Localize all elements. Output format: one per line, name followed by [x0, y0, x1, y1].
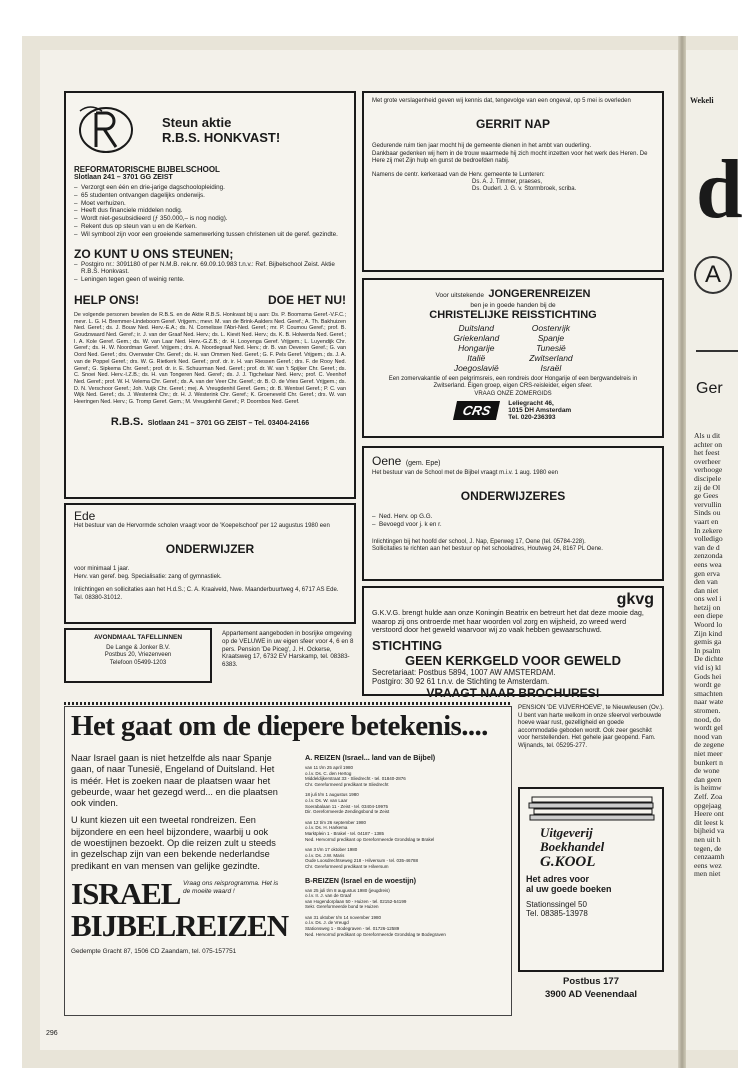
adjacent-text-line: overheer	[694, 456, 721, 466]
page-number: 296	[46, 1030, 58, 1037]
tafel-phone: Telefoon 05499-1203	[109, 659, 167, 666]
rbs-bullet-list	[74, 184, 346, 239]
list-item: Zwitserland	[529, 353, 573, 363]
newspaper-page	[40, 50, 678, 1050]
trip-item: van 12 t/m 26 september 1980 o.l.v. Ds. H. Harkema Marktplein 1 - Brakel - tel. 04187 - 1385 Ned. Hervormd predikant op Gereformeerde Grondslag te Brakel	[305, 819, 435, 842]
israel-brand2: BIJBELREIZEN	[71, 907, 289, 943]
crs-address1: Leliegracht 46,	[508, 400, 554, 408]
adjacent-text-line: dit leest k	[694, 817, 724, 827]
adjacent-text-line: eens wea	[694, 559, 722, 569]
gerrit-nap-notice	[362, 91, 664, 272]
rbs-footer-brand: R.B.S.	[110, 415, 144, 428]
adjacent-text-line: In zekere	[694, 525, 723, 535]
rbs-school-name: REFORMATORISCHE BIJBELSCHOOL	[74, 165, 220, 174]
rbs-title-line2: R.B.S. HONKVAST!	[162, 130, 281, 145]
tafel-company: De Lange & Jonker B.V.	[106, 645, 170, 651]
kool-city: 3900 AD Veenendaal	[544, 989, 638, 1000]
support-heading: ZO KUNT U ONS STEUNEN;	[74, 246, 234, 261]
adjacent-text-line: het feest	[694, 448, 720, 458]
list-item: – Rekent dus op steun van u en de Kerken.	[74, 223, 346, 231]
list-item: Joegoslavië	[453, 363, 499, 373]
adjacent-text-line: achter on	[694, 439, 723, 449]
adjacent-text-line: Zijn kind	[694, 628, 723, 638]
rbs-logo-icon	[74, 101, 138, 159]
list-item: Hongarije	[458, 343, 495, 353]
ede-vacancy: ONDERWIJZER	[165, 542, 255, 557]
trip-item: van 25 juli t/m 8 augustus 1980 (jeugdreis) o.l.v. Ir. J. van de Graaf van Hogendorplaan 50 - Huizen - tel. 02152-54199 Sekr. Gereformeerde bond te Huizen	[305, 887, 407, 910]
adjacent-text-line: nen uit h	[694, 834, 721, 844]
adjacent-text-line: bunkert n	[694, 757, 723, 767]
gkvg-cta: VRAAGT NAAR BROCHURES!	[426, 685, 600, 700]
list-item: Italië	[467, 353, 486, 363]
gkvg-text: G.K.V.G. brengt hulde aan onze Koningin Beatrix en betreurt het dat deze mooie dag, waarop zij ons ontroerde met haar woorden vol zorg en wijsheid, zo wreed werd verstoord door het geweld waarvoor wij zo vaak hebben gewaarschuwd.	[372, 608, 644, 635]
list-item: – Moet verhuizen.	[74, 200, 346, 208]
adjacent-text-line: verhooge	[694, 465, 723, 475]
crs-address2: 1015 DH Amsterdam	[508, 407, 572, 415]
ede-requirements: voor minimaal 1 jaar. Herv. van geref. beg. Specialisatie: zang of gymnastiek.	[74, 566, 222, 580]
list-item: – Heeft dus financiele middelen nodig.	[74, 207, 346, 215]
list-item: – Wil symbool zijn voor een groeiende samenwerking tussen christenen uit de geref. gezindte.	[74, 231, 346, 239]
gkvg-postgiro: Postgiro: 30 92 61 t.n.v. de Stichting te Amsterdam.	[372, 676, 550, 686]
help-heading: HELP ONS!	[74, 292, 140, 307]
gerrit-sign1: Ds. A. J. Timmer, praeses,	[472, 179, 543, 186]
adjacent-text-line: zenzonda	[694, 551, 723, 561]
adjacent-text-line: discipele	[694, 473, 721, 483]
gerrit-body1: Gedurende ruim tien jaar mocht hij de gemeente dienen in het ambt van ouderling.	[372, 143, 592, 150]
crs-logo: CRS	[453, 401, 500, 420]
trip-item: van 3 t/m 17 oktober 1980 o.l.v. Ds. J.W. Maris Oude Loosdrechtseweg 218 - Hilversum - tel. 035-46788 Chr. Gereformeerd predikant te Hilversum	[305, 847, 419, 869]
adjacent-text-line: naar wate	[694, 697, 724, 707]
ede-info: Inlichtingen en sollicitaties aan het H.d.S.; C. A. Kraaiveld, Nwe. Maanderbuurtweg 4, 6717 AS Ede. Tel. 08380-31012.	[74, 587, 339, 601]
gerrit-body2: Dankbaar gedenken wij hem in de trouw waarmede hij zich mocht inzetten voor het werk des Heren. De Here zij met Zijn hulp en gunst de bedroefden nabij.	[372, 150, 648, 165]
rbs-title-line1: Steun aktie	[162, 115, 232, 130]
oene-ad	[362, 446, 664, 581]
adjacent-text-line: ons wel i	[694, 594, 722, 604]
rbs-school-address: Slotlaan 241 – 3701 GG ZEIST	[74, 174, 173, 181]
list-item: – Postgiro nr.: 3091180 of per N.M.B. rek.nr. 69.09.10.983 t.n.v.: Ref. Bijbelschool Zeist. Aktie R.B.S. Honkvast.	[74, 261, 346, 277]
adjacent-text-line: ge Gees	[694, 491, 719, 501]
crs-destinations-left	[453, 323, 499, 373]
trip-item: van 31 oktober t/m 14 november 1980 o.l.v. Ds. J. de Vreugd Stationsweg 1 - Bodegraven - tel. 01726-12589 Ned. Hervormd predikant op Gereformeerde Grondslag te Bodegraven	[305, 914, 446, 937]
kool-brand3: G.KOOL	[540, 854, 596, 870]
adjacent-text-line: vervullin	[694, 499, 722, 509]
adjacent-text-line: hetzij on	[694, 602, 721, 612]
adjacent-text-line: eens wez	[694, 860, 722, 870]
adjacent-text-line: niet meer	[694, 748, 723, 758]
crs-cta: VRAAG ONZE ZOMERGIDS	[474, 390, 552, 397]
adjacent-rule	[696, 350, 738, 352]
adjacent-text-line: de zegene	[694, 740, 725, 750]
adjacent-text-line: Sinds ou	[694, 508, 721, 518]
recommend-text: De volgende personen bevelen de R.B.S. en de Aktie R.B.S. Honkvast bij u aan: Ds. P. Boomsma Geref.-V.F.C.; mevr. L. G. H. Bremmer-Lindeboom Geref. Vrijgem.; mevr. M. van de Brink-Aalders Ned. Geref.; A. Th. Bakhuizen Ned. Geref.; ds. J. Bouw Ned. Herv.-E.A.; ds. N. Cornelisse l'Abri-Ned. Geref.; mr. P. Coumou Geref.; prof. B. Goudzwaard Ned. Geref.; ir. J. van der Graaf Ned. Herv.; ds. L. Kievit Ned. Herv.; ds. K. B. Holwerda Ned. Geref.; I. A. Kole Geref. Gem.; ds. W. van Laar Ned. Herv.-G.Z.B.; dr. H. Looyenga Geref. Vrijgem.; L. Luyendijk Chr. Geref.; ds. H. W. Noordman Geref. Vrijgem.; drs. A. Noordegraaf Ned. Herv.; dr. B. van Oeveren Geref.; G. van Oord Ned. Geref.; drs. Overwater Chr. Geref.; ds. H. van Ommen Ned. Geref.; G. F. Pels Geref. Vrijgem.; ds. J. A. van de Poppel Geref.; drs. W. G. Rietkerk Ned. Geref.; prof. dr. ir. H. van Riessen Geref.; drs. F. de Rooy Ned. Geref.; G. Sipkema Chr. Geref.; prof. dr. ir. E. Schuurman Ned. Geref.; prof. dr. W. van 't Spijker Chr. Geref.; ds. C. Snoei Ned. Herv.-I.Z.B.; ds. H. van Tongeren Ned. Geref.; ds. J. J. Tigchelaar Ned. Herv.; prof. C. Veenhof Ned. Geref.; prof. W. H. Velema Chr. Geref.; ds. A. van der Veer Chr. Geref.; dr. B. O. de Vries Geref. Vrijgem.; ds. D. N. Verschoor Geref.; Joh. Vuijk Chr. Geref.; mej. A. Vreugdenhil Geref. Gem.; dr. B. Wentsel Geref.; P. C. van Wijk Ned. Geref.; ds. J. Westerink Chr.; dr. H. J. Westerink Chr. Geref.; K. Groeneveld Chr. Geref.; drs. W. van Heeringen Ned. Herv.; G. Tromp Geref. Gem.; M. Vreugdenhil Geref.; P. Doornbos Ned. Geref.	[74, 311, 346, 406]
rbs-ad	[64, 91, 356, 499]
adjacent-text-line: zij de Ol	[694, 482, 721, 492]
list-item: – Verzorgt een één en drie-jarige dagschoolopleiding.	[74, 184, 346, 192]
kool-street: Stationssingel 50	[526, 900, 587, 909]
appartement-ad	[222, 630, 354, 685]
ede-place: Ede	[74, 509, 96, 523]
appartement-text: Appartement aangeboden in bosrijke omgeving op de VELUWE in uw eigen sfeer voor 4, 6 en 8 pers. Pension 'De Piceg', J. H. Ockerse, Kraatsweg 17, 6732 EV Harskamp, tel. 08383-6383.	[222, 630, 354, 669]
list-item: – Bevoegd voor j. k en r.	[372, 521, 654, 529]
kool-postbus: Postbus 177	[563, 976, 619, 987]
adjacent-logo	[694, 256, 732, 294]
adjacent-text-line: smachten	[694, 688, 723, 698]
list-item: Griekenland	[453, 333, 500, 343]
kool-brand1: Uitgeverij	[540, 825, 593, 840]
crs-org: CHRISTELIJKE REISSTICHTING	[429, 309, 597, 321]
adjacent-text-line: opgejaag	[694, 800, 722, 810]
adjacent-text-line: de wone	[694, 766, 720, 776]
list-item: – 65 studenten ontvangen dagelijks onderwijs.	[74, 192, 346, 200]
list-item: Israël	[540, 363, 562, 373]
oene-place: Oene	[372, 454, 402, 468]
crs-lead: Voor uitstekende	[435, 292, 484, 299]
crs-sub: ben je in goede handen bij de	[470, 302, 556, 309]
adjacent-section: Ger	[696, 380, 723, 397]
tafellinnen-ad	[64, 628, 212, 683]
gkvg-ad	[362, 586, 664, 700]
kool-ad	[518, 787, 664, 972]
crs-phone: Tel. 020-236393	[508, 414, 556, 422]
list-item: – Wordt niet-gesubsidieerd (ƒ 350.000,– is nog nodig).	[74, 215, 346, 223]
adjacent-text-line: In psalm	[694, 645, 721, 655]
adjacent-text-line: wordt ge	[694, 680, 721, 690]
adjacent-text-line: is heimw	[694, 783, 722, 793]
crs-body: Een zomervakantie of een pelgrimsreis, een rondreis door Hongarije of een bergwandelreis in Zwitserland. Eigen groep, eigen CRS-reisleider, eigen sfeer.	[388, 376, 638, 390]
crs-headline: JONGERENREIZEN	[488, 288, 591, 300]
israel-brand1: ISRAEL	[71, 875, 181, 911]
rbs-footer-contact: Slotlaan 241 – 3701 GG ZEIST – Tel. 03404-24166	[147, 419, 310, 427]
gkvg-headline: GEEN KERKGELD VOOR GEWELD	[405, 652, 621, 668]
gerrit-signoff: Namens de centr. kerkeraad van de Herv. gemeente te Lunteren:	[372, 171, 545, 178]
adjacent-text-line: wordt gel	[694, 723, 723, 733]
list-item: – Leningen tegen geen of weinig rente.	[74, 276, 346, 284]
adjacent-text-line: nood, do	[694, 714, 721, 724]
israel-section-b: B-REIZEN (Israel en de woestijn)	[305, 875, 417, 885]
adjacent-text-line: nood van	[694, 731, 723, 741]
israel-note: Vraag ons reisprogramma. Het is de moeite waard !	[183, 879, 279, 895]
trip-item: 18 juli t/m 1 augustus 1980 o.l.v. Ds. W. van Laar Soerabalaan 11 - Zeist - tel. 03404-19975 Dir. Gereformeerde Zendingsbond te Zeist	[305, 792, 390, 815]
gerrit-name: GERRIT NAP	[475, 117, 550, 132]
crs-ad	[362, 278, 664, 438]
adjacent-text-line: Gods hei	[694, 671, 722, 681]
tafel-title: AVONDMAAL TAFELLINNEN	[93, 634, 183, 641]
section-divider	[64, 702, 512, 705]
israel-ad	[64, 706, 512, 1016]
ede-ad	[64, 503, 356, 624]
kool-phone: Tel. 08385-13978	[526, 909, 588, 918]
adjacent-text-line: vid is) kl	[694, 663, 722, 673]
adjacent-text-line: den van	[694, 577, 718, 587]
gerrit-intro: Met grote verslagenheid geven wij kennis dat, tengevolge van een ongeval, op 5 mei is overleden	[372, 98, 631, 104]
oene-list	[372, 513, 654, 529]
oene-info: Inlichtingen bij het hoofd der school, J. Nap, Eperweg 17, Oene (tel. 05784-228). Sollicitaties te richten aan het bestuur op het schooladres, Houtweg 24, 8167 PL Oene.	[372, 539, 603, 553]
adjacent-big-letter: d	[696, 143, 743, 236]
list-item: Spanje	[537, 333, 565, 343]
adjacent-logo-letter: A	[704, 261, 721, 288]
adjacent-text-line: men niet	[694, 869, 721, 879]
adjacent-text-line: Zelf. Zoa	[694, 791, 723, 801]
israel-p2: U kunt kiezen uit een tweetal rondreizen. Een bijzondere en een heel bijzondere, waarbij u ook de woestijnen bezoekt. Op die reizen zult u steeds in gezelschap zijn van een bekende nederlandse predikant en van mensen van gelijke gezindte.	[71, 815, 276, 871]
tafel-address: Postbus 20, Vriezenveen	[104, 652, 172, 659]
do-it-now-heading: DOE HET NU!	[268, 292, 346, 307]
adjacent-text-line: De dichte	[694, 654, 724, 664]
adjacent-text-line: cenzaamh	[694, 852, 725, 862]
adjacent-text-line: volledigo	[694, 534, 723, 544]
israel-p1: Naar Israel gaan is niet hetzelfde als naar Spanje gaan, of naar Tunesië, Engeland of Duitsland. Het is méér. Het is zoeken naar de plaatsen waar het gebeurde, waar het gezegd werd... en die plaatsen ook vinden.	[71, 753, 278, 809]
list-item: Oostenrijk	[531, 323, 571, 333]
gkvg-stichting: STICHTING	[372, 637, 443, 653]
adjacent-text-line: dan niet	[694, 585, 719, 595]
kool-tagline1: Het adres voor	[526, 874, 590, 884]
adjacent-text-line: vaart en	[694, 516, 719, 526]
kool-brand2: Boekhandel	[540, 839, 605, 854]
oene-intro: Het bestuur van de School met de Bijbel vraagt m.i.v. 1 aug. 1980 een	[372, 470, 558, 476]
list-item: – Ned. Herv. op G.G.	[372, 513, 654, 521]
adjacent-page	[686, 50, 743, 1050]
book-gutter	[678, 36, 686, 1068]
gkvg-secretariaat: Secretariaat: Postbus 5894, 1007 AW AMSTERDAM.	[372, 667, 556, 677]
list-item: Tunesië	[536, 343, 566, 353]
gkvg-logo: gkvg	[616, 591, 654, 608]
adjacent-text-line: van de d	[694, 542, 720, 552]
list-item: Duitsland	[458, 323, 494, 333]
adjacent-text-line: gen erva	[694, 568, 720, 578]
adjacent-text-line: stromen.	[694, 706, 721, 715]
adjacent-text-line: bijheid va	[694, 826, 725, 836]
oene-place-sub: (gem. Epe)	[405, 460, 441, 467]
adjacent-text-line: een diepe	[694, 611, 723, 621]
ede-intro: Het bestuur van de Hervormde scholen vraagt voor de 'Koepelschool' per 12 augustus 1980 een	[74, 523, 330, 529]
gerrit-sign2: Ds. Ouderl. J. G. v. Stormbroek, scriba.	[472, 186, 577, 193]
oene-vacancy: ONDERWIJZERES	[460, 489, 566, 504]
pension-ad	[518, 704, 664, 784]
crs-destinations-right	[529, 323, 572, 373]
adjacent-text-line: Als u dit	[694, 431, 721, 440]
israel-headline: Het gaat om de diepere betekenis....	[71, 710, 488, 742]
adjacent-text-line: gemis ga	[694, 637, 722, 647]
support-list	[74, 261, 346, 284]
adjacent-text-line: dan geen	[694, 774, 722, 784]
adjacent-text-line: tegen, de	[694, 843, 722, 853]
adjacent-header: Wekeli	[690, 96, 714, 105]
kool-tagline2: al uw goede boeken	[526, 884, 612, 894]
adjacent-text-line: Woord lo	[694, 620, 723, 630]
book-stack-icon	[526, 795, 658, 821]
adjacent-text-line: Heere ont	[694, 809, 724, 819]
adjacent-column	[694, 432, 724, 879]
israel-address: Gedempte Gracht 87, 1506 CD Zaandam, tel. 075-157751	[71, 947, 237, 955]
trip-item: van 11 t/m 25 april 1980 o.l.v. Ds. C. den Hertog Middeldijkerstraat 33 - Sliedrecht - tel. 01840-2876 Chr. Gereformeerd predikant te Sliedrecht	[305, 765, 406, 787]
pension-text: PENSION 'DE VIJVERHOEVE', te Nieuwleusen (Ov.). U bent van harte welkom in onze sfeervol verbouwde hoeve waar rust, gezelligheid en goede accommodatie geboden wordt. Ook zeer geschikt voor herstellenden. Het gehele jaar geopend. Fam. Wijnands, tel. 05295-277.	[518, 704, 664, 749]
israel-section-a: A. REIZEN (Israel... land van de Bijbel)	[305, 753, 436, 762]
